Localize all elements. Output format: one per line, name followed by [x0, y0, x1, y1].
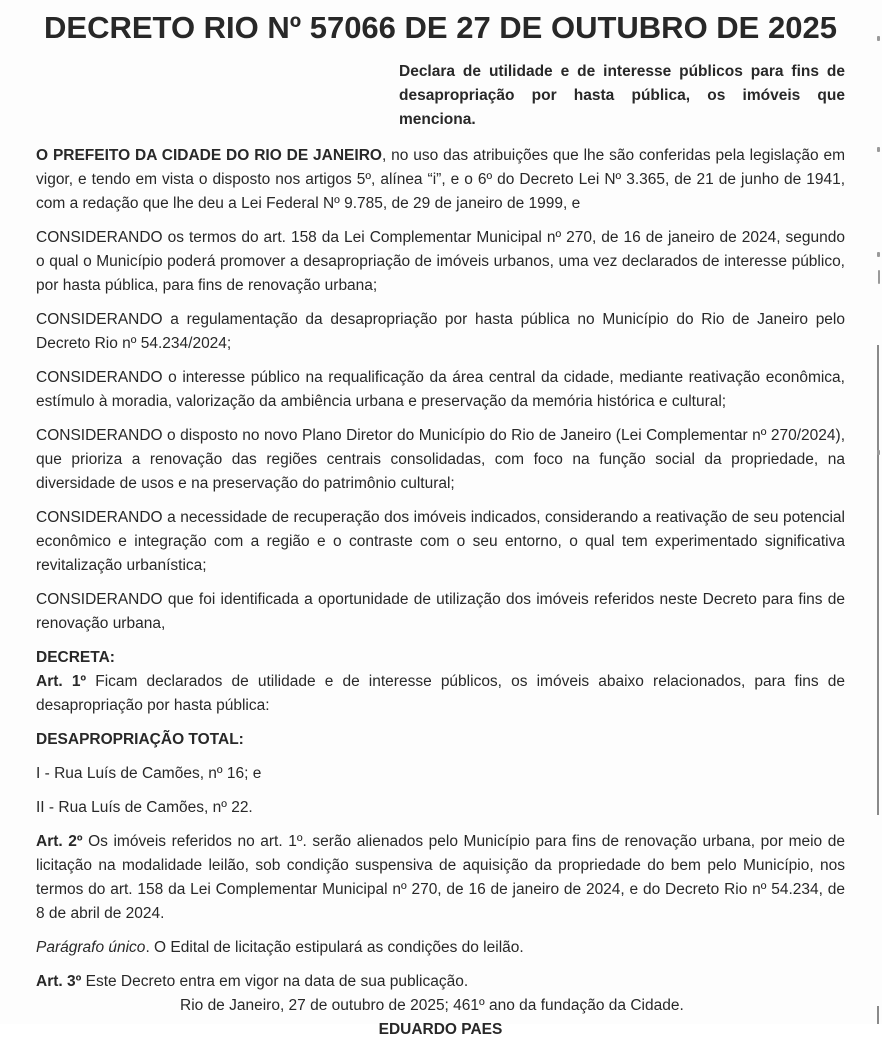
considerando-paragraph: CONSIDERANDO o disposto no novo Plano Diretor do Município do Rio de Janeiro (Lei Complementar nº 270/2024), que prioriza a renovação das regiões centrais consolidadas, com foco na função social da propriedade, na diversidade de usos e na preservação do patrimônio cultural; — [36, 427, 845, 492]
article-2 — [36, 830, 845, 926]
scan-edge-artifact — [877, 36, 880, 41]
decree-preamble — [36, 144, 845, 216]
considerando-paragraph: CONSIDERANDO que foi identificada a oportunidade de utilização dos imóveis referidos neste Decreto para fins de renovação urbana, — [36, 591, 845, 632]
preamble-lead: O PREFEITO DA CIDADE DO RIO DE JANEIRO — [36, 147, 382, 164]
article-1-number: Art. 1º — [36, 673, 87, 690]
considerando-paragraph: CONSIDERANDO os termos do art. 158 da Lei Complementar Municipal nº 270, de 16 de janeiro de 2024, segundo o qual o Município poderá promover a desapropriação de imóveis urbanos, uma vez declarados de interesse público, por hasta pública, para fins de renovação urbana; — [36, 229, 845, 294]
dateline: Rio de Janeiro, 27 de outubro de 2025; 461º ano da fundação da Cidade. — [180, 997, 684, 1014]
considerando-paragraph: CONSIDERANDO o interesse público na requalificação da área central da cidade, mediante reativação econômica, estímulo à moradia, valorização da ambiência urbana e preservação da memória histórica e cultural; — [36, 369, 845, 410]
decree-title: DECRETO RIO Nº 57066 DE 27 DE OUTUBRO DE 2025 — [44, 10, 837, 45]
scan-edge-artifact — [877, 450, 880, 455]
decree-ementa: Declara de utilidade e de interesse públicos para fins de desapropriação por hasta pública, os imóveis que menciona. — [399, 63, 845, 128]
article-1 — [36, 670, 845, 718]
article-1-text: Ficam declarados de utilidade e de interesse públicos, os imóveis abaixo relacionados, para fins de desapropriação por hasta pública: — [36, 673, 845, 714]
paragrafo-unico-lead: Parágrafo único — [36, 939, 146, 956]
article-3-text: Este Decreto entra em vigor na data de sua publicação. — [81, 973, 469, 990]
decreta-label: DECRETA: — [36, 649, 115, 666]
article-2-text: Os imóveis referidos no art. 1º. serão alienados pelo Município para fins de renovação urbana, por meio de licitação na modalidade leilão, sob condição suspensiva de aquisição da propriedade do bem pelo Município, nos termos do art. 158 da Lei Complementar Municipal nº 270, de 16 de janeiro de 2024, e do Decreto Rio nº 54.234, de 8 de abril de 2024. — [36, 833, 845, 922]
property-item: II - Rua Luís de Camões, nº 22. — [36, 799, 253, 816]
article-3-number: Art. 3º — [36, 973, 82, 990]
paragrafo-unico-text: . O Edital de licitação estipulará as condições do leilão. — [145, 939, 524, 956]
scan-edge-artifact — [878, 270, 880, 284]
paragrafo-unico — [36, 936, 845, 960]
scan-edge-artifact — [877, 147, 880, 152]
article-3 — [36, 970, 845, 994]
considerando-paragraph: CONSIDERANDO a regulamentação da desapropriação por hasta pública no Município do Rio de Janeiro pelo Decreto Rio nº 54.234/2024; — [36, 311, 845, 352]
scan-edge-artifact — [877, 345, 879, 815]
scan-edge-artifact — [877, 252, 880, 257]
preamble-rest: , no uso das atribuições que lhe são conferidas pela legislação em vigor, e tendo em vista o disposto nos artigos 5º, alínea “i”, e o 6º do Decreto Lei Nº 3.365, de 21 de junho de 1941, com a redação que lhe deu a Lei Federal Nº 9.785, de 29 de janeiro de 1999, e — [36, 147, 845, 212]
considerando-paragraph: CONSIDERANDO a necessidade de recuperação dos imóveis indicados, considerando a reativação de seu potencial econômico e integração com a região e o contraste com o seu entorno, o qual tem experimentado significativa revitalização urbanística; — [36, 509, 845, 574]
desapropriacao-total-heading: DESAPROPRIAÇÃO TOTAL: — [36, 731, 244, 748]
property-item: I - Rua Luís de Camões, nº 16; e — [36, 765, 262, 782]
article-2-number: Art. 2º — [36, 833, 83, 850]
scan-edge-artifact — [877, 1006, 879, 1024]
signature-name: EDUARDO PAES — [378, 1021, 503, 1038]
